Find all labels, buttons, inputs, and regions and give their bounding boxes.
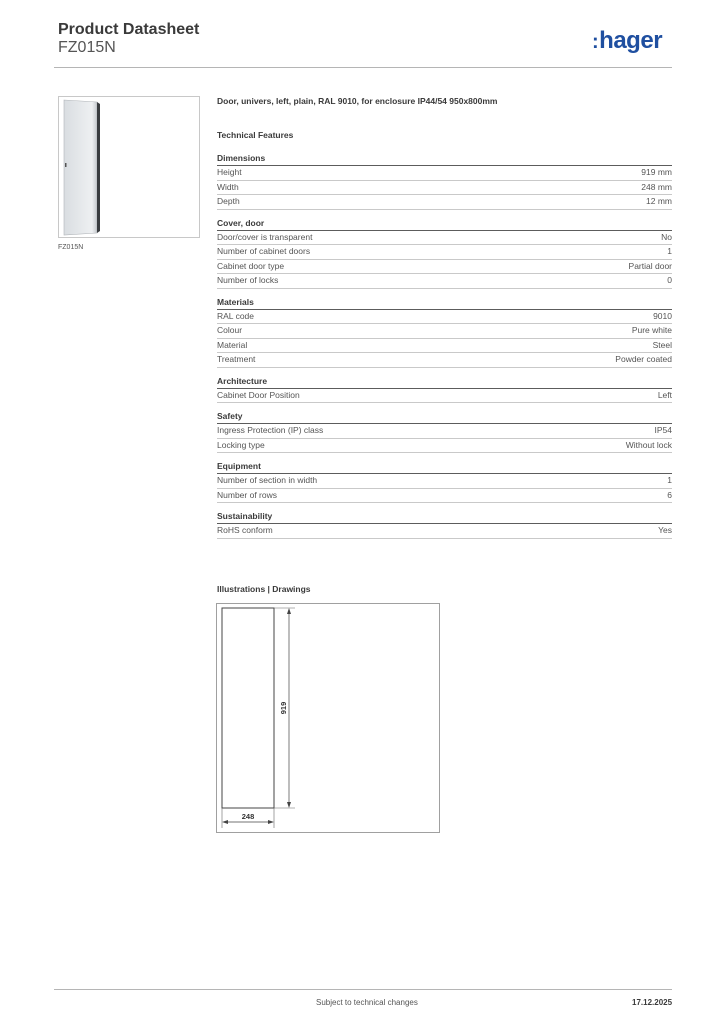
feature-section — [217, 152, 672, 210]
feature-row — [217, 474, 672, 489]
feature-row — [217, 524, 672, 539]
feature-row — [217, 489, 672, 504]
width-dimension-label: 248 — [241, 812, 255, 821]
product-description: Door, univers, left, plain, RAL 9010, for enclosure IP44/54 950x800mm — [217, 96, 498, 106]
feature-value: Steel — [652, 339, 672, 350]
feature-row — [217, 439, 672, 454]
feature-value: Powder coated — [615, 354, 672, 364]
product-code: FZ015N — [58, 39, 116, 56]
feature-value: Left — [657, 389, 672, 400]
feature-section-title: Dimensions — [217, 152, 672, 166]
feature-row — [217, 389, 672, 404]
feature-value: 1 — [667, 246, 672, 256]
feature-value: Without lock — [625, 439, 672, 450]
feature-label: Number of rows — [217, 489, 277, 500]
feature-value: 0 — [667, 275, 672, 285]
feature-label: Depth — [217, 196, 240, 206]
feature-label: RoHS conform — [217, 525, 273, 535]
feature-value: IP54 — [654, 425, 672, 435]
feature-row — [217, 310, 672, 325]
feature-section — [217, 510, 672, 539]
feature-value: 12 mm — [646, 196, 672, 206]
feature-label: Locking type — [217, 439, 265, 450]
footer-divider — [54, 989, 672, 990]
feature-label: Material — [217, 339, 248, 350]
logo-text: hager — [599, 27, 663, 54]
feature-section-title: Materials — [217, 296, 672, 310]
feature-section-title: Architecture — [217, 375, 672, 389]
feature-section — [217, 217, 672, 289]
feature-value: 1 — [667, 475, 672, 485]
feature-row — [217, 260, 672, 275]
product-image — [58, 96, 200, 238]
height-dimension-label: 919 — [279, 701, 288, 715]
feature-label: Ingress Protection (IP) class — [217, 425, 324, 435]
feature-label: Width — [217, 181, 239, 192]
illustrations-heading: Illustrations | Drawings — [217, 584, 311, 594]
feature-label: Treatment — [217, 354, 256, 364]
footer-date: 17.12.2025 — [632, 998, 673, 1007]
logo-dots-icon: : — [592, 31, 599, 53]
feature-row — [217, 339, 672, 354]
feature-row — [217, 231, 672, 246]
feature-section — [217, 296, 672, 368]
feature-value: Partial door — [628, 260, 672, 271]
feature-value: Pure white — [631, 325, 672, 335]
feature-section — [217, 375, 672, 404]
feature-value: 6 — [667, 489, 672, 500]
door-product-icon — [59, 97, 199, 237]
product-image-caption: FZ015N — [58, 244, 84, 251]
feature-label: Number of cabinet doors — [217, 246, 311, 256]
feature-row — [217, 424, 672, 439]
feature-value: Yes — [658, 525, 672, 535]
feature-section-title: Cover, door — [217, 217, 672, 231]
feature-row — [217, 195, 672, 210]
feature-label: RAL code — [217, 310, 255, 321]
feature-label: Cabinet Door Position — [217, 389, 300, 400]
feature-section — [217, 410, 672, 453]
feature-section-title: Safety — [217, 410, 672, 424]
dimension-drawing — [216, 603, 440, 833]
page-title: Product Datasheet — [58, 21, 200, 38]
feature-row — [217, 324, 672, 339]
feature-row — [217, 353, 672, 368]
feature-row — [217, 181, 672, 196]
feature-label: Colour — [217, 325, 243, 335]
feature-value: 248 mm — [641, 181, 672, 192]
feature-section — [217, 460, 672, 503]
technical-features-heading: Technical Features — [217, 130, 294, 140]
brand-logo — [592, 27, 662, 55]
feature-section-title: Sustainability — [217, 510, 672, 524]
footer-note: Subject to technical changes — [316, 998, 418, 1007]
feature-label: Cabinet door type — [217, 260, 285, 271]
feature-label: Number of section in width — [217, 475, 318, 485]
door-outline — [222, 608, 274, 808]
technical-features-table — [217, 152, 672, 546]
feature-value: 9010 — [653, 310, 672, 321]
feature-label: Height — [217, 167, 242, 177]
feature-label: Door/cover is transparent — [217, 231, 313, 242]
feature-value: No — [661, 231, 672, 242]
feature-value: 919 mm — [641, 167, 672, 177]
feature-section-title: Equipment — [217, 460, 672, 474]
header-divider — [54, 67, 672, 68]
door-dimension-diagram — [217, 604, 439, 832]
feature-label: Number of locks — [217, 275, 279, 285]
feature-row — [217, 166, 672, 181]
feature-row — [217, 274, 672, 289]
feature-row — [217, 245, 672, 260]
